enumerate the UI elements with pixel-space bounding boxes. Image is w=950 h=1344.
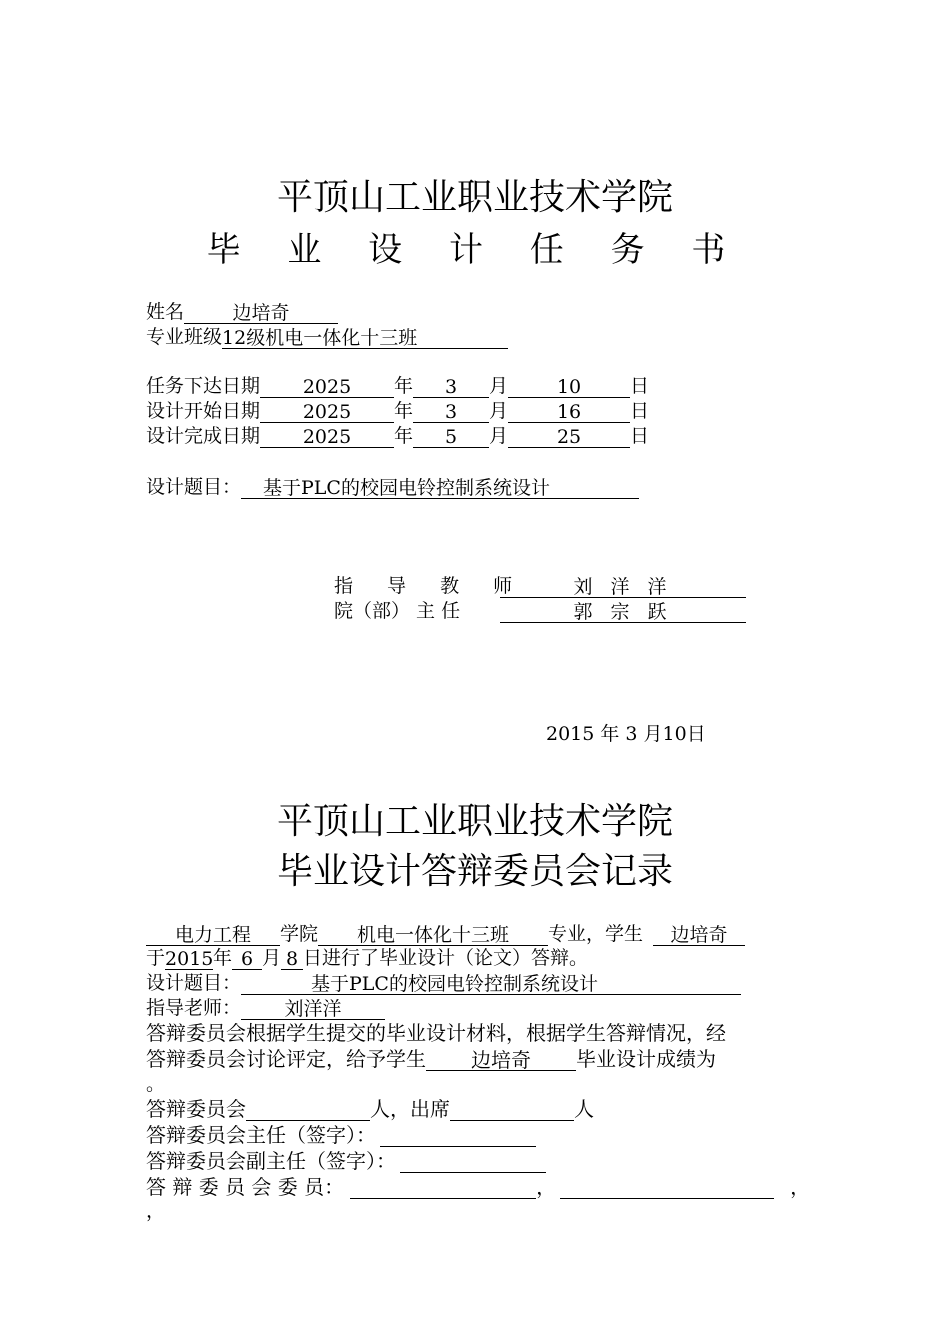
vice-sign-blank — [400, 1152, 546, 1173]
topic-value: 基于PLC的校园电铃控制系统设计 — [241, 478, 639, 499]
defense-para-1: 答辩委员会根据学生提交的毕业设计材料，根据学生答辩情况，经 — [146, 1021, 726, 1045]
month-unit: 月 — [489, 425, 509, 447]
name-value: 边培奇 — [184, 303, 338, 324]
para2-a: 答辩委员会讨论评定，给予学生 — [146, 1047, 426, 1071]
defense-day-suffix: 日进行了毕业设计（论文）答辩。 — [303, 947, 589, 969]
defense-para-2 — [146, 1047, 716, 1071]
chair-sign-blank — [380, 1126, 536, 1147]
advisor-value: 刘 洋 洋 — [500, 577, 746, 598]
issue-date-row — [146, 374, 649, 398]
director-row — [334, 599, 746, 623]
year-unit: 年 — [394, 375, 414, 397]
director-value: 郭 宗 跃 — [500, 602, 746, 623]
start-year: 2025 — [260, 402, 394, 423]
issue-label: 任务下达日期 — [146, 375, 261, 397]
defense-doc-title: 毕业设计答辩委员会记录 — [276, 851, 673, 892]
committee-count-blank — [246, 1100, 370, 1121]
defense-line-2 — [146, 946, 588, 970]
college-suffix: 学院 — [280, 923, 319, 945]
defense-advisor-label: 指导老师： — [146, 997, 242, 1019]
defense-year: 2015 — [165, 948, 214, 970]
defense-topic-value: 基于PLC的校园电铃控制系统设计 — [241, 974, 741, 995]
start-day: 16 — [508, 402, 630, 423]
defense-month-unit: 月 — [262, 947, 282, 969]
month-unit: 月 — [489, 375, 509, 397]
year-unit: 年 — [394, 425, 414, 447]
committee-row — [146, 1097, 594, 1121]
defense-para-3: 。 — [146, 1073, 166, 1095]
day-unit: 日 — [630, 425, 650, 447]
task-school-title: 平顶山工业职业技术学院 — [276, 177, 673, 218]
members-row — [146, 1175, 810, 1199]
attend-count-blank — [450, 1100, 574, 1121]
finish-date-row — [146, 424, 649, 448]
member-blank-2 — [560, 1178, 774, 1199]
task-doc-title: 毕 业 设 计 任 务 书 — [206, 230, 744, 270]
defense-day: 8 — [281, 949, 303, 970]
committee-label: 答辩委员会 — [146, 1097, 246, 1121]
members-comma-1: ， — [536, 1175, 557, 1199]
year-unit: 年 — [394, 400, 414, 422]
members-comma-3: ， — [146, 1200, 166, 1222]
defense-month: 6 — [232, 949, 262, 970]
chair-label: 答辩委员会主任（签字）： — [146, 1123, 376, 1147]
issue-year: 2025 — [260, 377, 394, 398]
start-month: 3 — [413, 402, 489, 423]
major-value: 机电一体化十三班 — [318, 925, 548, 946]
name-label: 姓名 — [146, 301, 185, 323]
name-row — [146, 300, 338, 324]
people-unit-2: 人 — [574, 1097, 594, 1121]
defense-school-title: 平顶山工业职业技术学院 — [276, 801, 673, 842]
finish-month: 5 — [413, 427, 489, 448]
class-label: 专业班级 — [146, 326, 223, 348]
finish-label: 设计完成日期 — [146, 425, 261, 447]
members-comma-2: ， — [790, 1175, 811, 1199]
topic-row — [146, 475, 639, 499]
para2-b: 毕业设计成绩为 — [576, 1047, 716, 1071]
start-date-row — [146, 399, 649, 423]
defense-topic-label: 设计题目： — [146, 972, 242, 994]
day-unit: 日 — [630, 400, 650, 422]
advisor-row — [334, 574, 746, 598]
issue-day: 10 — [508, 377, 630, 398]
advisor-label: 指 导 教 师 — [334, 575, 527, 597]
day-unit: 日 — [630, 375, 650, 397]
people-unit: 人，出席 — [370, 1097, 450, 1121]
members-label: 答 辩 委 员 会 委 员： — [146, 1175, 345, 1199]
class-value: 12级机电一体化十三班 — [222, 328, 508, 349]
defense-year-unit: 年 — [213, 947, 233, 969]
on-label: 于 — [146, 947, 166, 969]
defense-line-1 — [146, 922, 745, 946]
finish-year: 2025 — [260, 427, 394, 448]
chair-row — [146, 1123, 536, 1147]
issue-month: 3 — [413, 377, 489, 398]
start-label: 设计开始日期 — [146, 400, 261, 422]
major-suffix: 专业，学生 — [548, 923, 644, 945]
college-value: 电力工程 — [146, 925, 280, 946]
defense-advisor-value: 刘洋洋 — [241, 999, 385, 1020]
vice-label: 答辩委员会副主任（签字）： — [146, 1149, 396, 1173]
defense-topic-row — [146, 971, 741, 995]
defense-advisor-row — [146, 996, 385, 1020]
para2-student: 边培奇 — [426, 1050, 576, 1071]
vice-row — [146, 1149, 546, 1173]
month-unit: 月 — [489, 400, 509, 422]
member-blank-1 — [350, 1178, 536, 1199]
topic-label: 设计题目： — [146, 476, 242, 498]
student-value: 边培奇 — [653, 925, 745, 946]
director-label: 院（部） 主 任 — [334, 600, 461, 622]
class-row — [146, 325, 508, 349]
finish-day: 25 — [508, 427, 630, 448]
sign-date: 2015 年 3 月10日 — [546, 723, 706, 745]
